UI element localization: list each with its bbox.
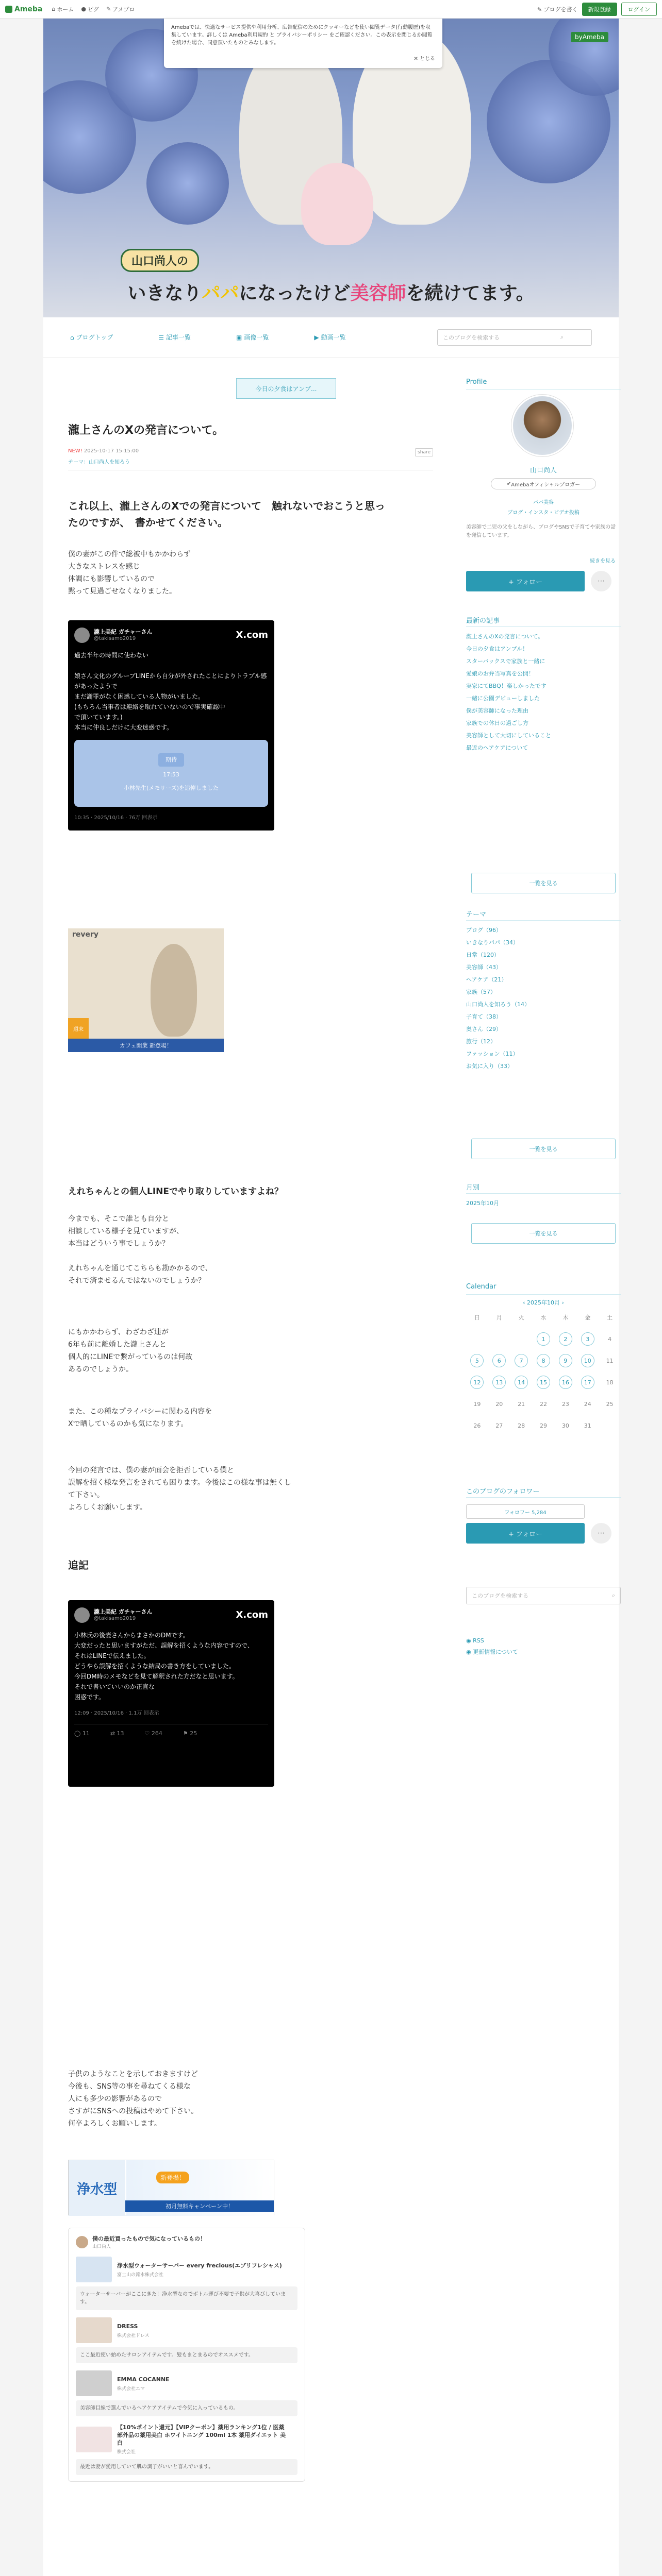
rss-link[interactable]: ◉ RSS [466, 1637, 484, 1644]
weekday-label: 日 [474, 1314, 480, 1321]
theme-item[interactable]: ヘアケア（21） [466, 976, 507, 983]
theme-list [466, 924, 621, 1073]
profile-name[interactable]: 山口尚人 [529, 467, 557, 474]
calendar-day[interactable]: 6 [488, 1354, 510, 1367]
item-seller: 富士山の銘水株式会社 [117, 2272, 164, 2278]
feed-header [76, 2234, 297, 2249]
divider [466, 1193, 621, 1194]
tweet-header [74, 1607, 268, 1623]
tweet-header [74, 628, 268, 643]
search-placeholder: このブログを検索する [443, 334, 500, 341]
profile-avatar[interactable] [511, 395, 573, 456]
calendar-day[interactable]: 12 [466, 1376, 488, 1389]
ad-new-badge: 新登場！ [156, 2172, 189, 2183]
recent-item[interactable]: 美容師として大切にしていること [466, 732, 551, 739]
search-placeholder: このブログを検索する [472, 1592, 528, 1599]
theme-item[interactable]: ファッション（11） [466, 1050, 519, 1057]
recent-item[interactable]: 今日の夕食はアンブル！ [466, 646, 528, 652]
theme-item[interactable]: 子育て（38） [466, 1013, 502, 1020]
follower-count[interactable]: フォロワー 5,284 [466, 1504, 585, 1519]
recent-item[interactable]: 実家にてBBQ！楽しかったです [466, 683, 547, 689]
tweet-card-time: 17:53 [163, 771, 179, 778]
follow-button[interactable]: + フォロー [466, 571, 585, 591]
water-server-ad[interactable] [68, 2160, 274, 2215]
nav-pigg-label: ピグ [87, 6, 99, 13]
weekday-label: 金 [585, 1314, 591, 1321]
theme-heading: テーマ [466, 911, 487, 919]
divider [466, 1294, 621, 1295]
calendar-day: 11 [606, 1357, 614, 1364]
tweet-avatar [74, 628, 90, 643]
bookmark-icon[interactable]: ⚑ 25 [183, 1730, 197, 1737]
write-blog-link[interactable]: ✎ ブログを書く [537, 6, 578, 13]
article-title: 瀧上さんのXの発言について。 [68, 424, 224, 437]
update-info-link[interactable]: ◉ 更新情報について [466, 1649, 518, 1655]
calendar-nav[interactable]: ‹ 2025年10月 › [523, 1299, 564, 1306]
theme-item[interactable]: いきなりパパ（34） [466, 939, 519, 946]
recent-item[interactable]: 僕が美容師になった理由 [466, 707, 528, 714]
tweet-handle: @takisamo2019 [94, 636, 136, 641]
login-button[interactable]: ログイン [621, 3, 657, 16]
tweet-actions [74, 1724, 268, 1739]
article-paragraph: 僕の妻がこの件で総被中もかかわらず 大きなストレスを感じ 体調にも影響しているので 黙って見過ごせなくなりました。 [68, 550, 191, 596]
banner-title [43, 279, 619, 305]
search-icon[interactable]: ⌕ [560, 333, 564, 341]
banner-title-biyo: 美容師 [350, 283, 406, 304]
item-thumbnail [76, 2317, 112, 2343]
tweet-avatar [74, 1607, 90, 1623]
item-thumbnail [76, 2257, 112, 2282]
recent-item[interactable]: 一緒に公園デビューしました [466, 695, 540, 702]
embedded-tweet[interactable] [68, 1600, 274, 1787]
rss-label: RSS [473, 1637, 484, 1644]
ameba-logo-icon [5, 6, 12, 13]
subnav-blog-top[interactable]: ⌂ ブログトップ [70, 333, 113, 341]
cookie-close-button[interactable]: ✕ とじる [413, 56, 435, 62]
bookmark-count: 25 [190, 1730, 197, 1737]
cookie-close-label: とじる [420, 56, 435, 62]
weekday-label: 火 [518, 1314, 524, 1321]
article-meta [68, 448, 139, 454]
calendar-empty [510, 1332, 533, 1346]
weekday-label: 水 [540, 1314, 547, 1321]
calendar-day[interactable]: 8 [533, 1354, 555, 1367]
rss-links [466, 1635, 518, 1658]
cookie-notice [164, 19, 442, 68]
main-area [43, 358, 619, 2576]
calendar-day: 22 [539, 1400, 547, 1408]
ad-water-label: 浄水型 [69, 2160, 125, 2216]
write-blog-label: ブログを書く [543, 6, 578, 13]
search-icon[interactable]: ⌕ [611, 1592, 615, 1599]
follower-heading: このブログのフォロワー [466, 1488, 540, 1496]
subnav-videos-label: 動画一覧 [321, 334, 346, 341]
item-thumbnail [76, 2370, 112, 2396]
theme-item[interactable]: 奥さん（29） [466, 1026, 502, 1032]
ad-photo-person [151, 944, 197, 1037]
article-paragraph: 今回の発言では、僕の妻が面会を拒否している僕と 誤解を招く様な発言をされても困ります。今後はこの様な事は無くし て下さい。 よろしくお願いします。 [68, 1466, 291, 1512]
calendar-day: 23 [561, 1400, 569, 1408]
retweet-icon[interactable]: ⇄ 13 [110, 1730, 124, 1737]
feed-item[interactable] [76, 2317, 297, 2363]
calendar-day: 21 [518, 1400, 525, 1408]
sidebar-search-input[interactable] [466, 1587, 621, 1604]
ameba-badge: byAmeba [571, 32, 608, 42]
item-comment: 最近は妻が愛用していて肌の調子がいいと喜んでいます。 [76, 2459, 297, 2475]
subnav-videos[interactable]: ▶ 動画一覧 [314, 333, 346, 341]
tweet-text: 過去半年の時間に使わない 娘さん文化のグループLINEから自分が外されたことによりトラブル感があったようで まだ謝罪がなく困惑している人物がいました。 (もちろん当事者は連絡を取れていないので事実確認中 で頂いています。) 本当に仲良しだけに大変迷惑です。 [74, 652, 267, 731]
recent-item[interactable]: 最近のヘアケアについて [466, 744, 528, 751]
recent-list [466, 631, 621, 754]
reply-icon[interactable]: ◯ 11 [74, 1730, 90, 1737]
ad-campaign-bar: 初月無料キャンペーン中！ [125, 2200, 274, 2212]
new-badge: NEW! [68, 448, 82, 454]
nav-home[interactable]: ⌂ ホーム [52, 6, 74, 13]
calendar-day[interactable]: 16 [554, 1376, 576, 1389]
calendar-grid [466, 1311, 621, 1432]
like-icon[interactable]: ♡ 264 [144, 1730, 162, 1737]
header-actions [537, 3, 657, 16]
follow-button[interactable]: + フォロー [466, 1523, 585, 1544]
article-paragraph: 子供のようなことを示しておきますけど 今後も、SNS等の事を尋ねてくる様な 人にも多少の影響があるので さすがにSNSへの投稿はやめて下さい。 何卒よろしくお願いします。 [68, 2070, 198, 2128]
theme-item[interactable]: 旅行（12） [466, 1038, 496, 1045]
subnav-articles[interactable]: ☰ 記事一覧 [158, 333, 191, 341]
blog-subnav [43, 317, 619, 358]
calendar-day[interactable]: 7 [510, 1354, 533, 1367]
hydrangea-decoration [146, 142, 229, 225]
global-nav [52, 5, 135, 13]
calendar-day: 29 [539, 1422, 547, 1429]
profile-link[interactable]: パパ美容 [533, 500, 554, 505]
item-title: DRESS [117, 2323, 138, 2330]
calendar-day: 4 [608, 1335, 612, 1343]
nav-ameblo-label: アメブロ [112, 6, 135, 13]
calendar-heading: Calendar [466, 1283, 496, 1291]
theme-item[interactable]: 家族（57） [466, 989, 496, 995]
calendar-day: 24 [584, 1400, 591, 1408]
divider [466, 626, 621, 627]
calendar-day[interactable]: 10 [576, 1354, 599, 1367]
official-label: Amebaオフィシャルブロガー [511, 482, 581, 488]
item-seller: 株式会社ドレス [117, 2333, 150, 2338]
blog-search-input[interactable] [437, 329, 592, 346]
item-title: 浄水型ウォーターサーバー every frecious(エブリフレシャス) [117, 2262, 282, 2269]
theme-item[interactable]: お気に入り（33） [466, 1063, 513, 1070]
divider [466, 920, 621, 921]
feed-item[interactable] [76, 2370, 297, 2416]
tweet-text: 小林氏の後妻さんからまさかのDMです。 大変だったと思いますがただ、誤解を招くような内容ですので、 それはLINEで伝えました。 どうやら誤解を招くような結局の書き方をしていました。 今回DM時のメモなどを見て解釈された方だなと思います。 それで書いていいのか正直な 困惑です。 [74, 1632, 254, 1701]
article-lead: これ以上、瀧上さんのXでの発言について 触れないでおこうと思ったのですが、 書かせてください。 [68, 500, 386, 529]
item-title: EMMA COCANNE [117, 2376, 170, 2383]
weekday-label: 土 [607, 1314, 613, 1321]
nav-ameblo[interactable]: ✎ アメブロ [106, 6, 135, 13]
month-heading: 月別 [466, 1184, 480, 1192]
nav-pigg[interactable]: ● ピグ [81, 6, 99, 13]
recent-heading: 最新の記事 [466, 617, 500, 625]
profile-heading: Profile [466, 378, 487, 386]
article-paragraph: また、この種なプライバシーに関わる内容を Xで晒しているのかも気になります。 [68, 1408, 212, 1428]
article-paragraph: にもかかわらず、わざわざ連が 6年も前に離婚した瀧上さんと 個人的にLINEで繋がっているのは何故 あるのでしょうか。 [68, 1328, 193, 1374]
calendar-day: 19 [473, 1400, 481, 1408]
calendar-empty [488, 1332, 510, 1346]
more-options-icon[interactable]: ⋯ [591, 571, 611, 591]
subnav-blog-top-label: ブログトップ [76, 334, 113, 341]
calendar-day: 27 [495, 1422, 503, 1429]
tweet-handle: @takisamo2019 [94, 1616, 136, 1621]
recent-item[interactable]: 家族での休日の過ごし方 [466, 720, 528, 726]
weekday-label: 月 [496, 1314, 502, 1321]
tweet-timestamp: 10:35 · 2025/10/16 · 76万 回表示 [74, 815, 158, 821]
feed-item[interactable] [76, 2257, 297, 2310]
item-comment: 美容師目線で選んでいるヘアケアアイテムで今気に入っているもの。 [76, 2400, 297, 2416]
banner-title-part: いきなり [127, 283, 202, 304]
item-comment: ウォーターサーバーがここにきた！浄水型なのでボトル運び不要で子供が大喜びしています。 [76, 2286, 297, 2310]
calendar-day[interactable]: 9 [554, 1354, 576, 1367]
subnav-articles-label: 記事一覧 [166, 334, 191, 341]
x-logo-icon: X.com [236, 630, 268, 640]
tweet-media-card [74, 740, 268, 807]
ad-band: カフェ開業 新登場！ [68, 1039, 224, 1052]
month-list [466, 1197, 621, 1210]
tweet-author: 瀧上美紀 ガチャーさん [94, 629, 153, 635]
theme-item[interactable]: 山口尚人を知ろう（14） [466, 1001, 530, 1008]
profile-link[interactable]: ブログ・インスタ・ビデオ投稿 [507, 510, 580, 516]
recent-more-button[interactable]: 一覧を見る [471, 873, 616, 893]
global-header [0, 0, 662, 19]
item-thumbnail [76, 2427, 112, 2452]
article-theme-link[interactable]: テーマ：山口尚人を知ろう [68, 460, 130, 465]
recent-item[interactable]: 愛娘のお弁当写真を公開！ [466, 670, 534, 677]
calendar-day[interactable]: 1 [533, 1332, 555, 1346]
signup-button[interactable]: 新規登録 [582, 3, 617, 16]
calendar-day: 25 [606, 1400, 614, 1408]
item-seller: 株式会社 [117, 2450, 136, 2455]
photo-person-child [301, 163, 373, 245]
calendar-day: 26 [473, 1422, 481, 1429]
x-logo-icon: X.com [236, 1609, 268, 1620]
calendar-day: 30 [561, 1422, 569, 1429]
calendar-day[interactable]: 17 [576, 1376, 599, 1389]
feed-author: 山口尚人 [92, 2244, 111, 2249]
official-blogger-badge: ✔ Amebaオフィシャルブロガー [491, 478, 596, 489]
reply-count: 11 [82, 1730, 90, 1737]
update-info-label: 更新情報について [473, 1649, 518, 1655]
divider [466, 1497, 621, 1498]
banner-title-part: になったけど [239, 283, 351, 304]
theme-item[interactable]: 美容師（43） [466, 964, 502, 971]
like-count: 264 [151, 1730, 162, 1737]
nav-home-label: ホーム [57, 6, 74, 13]
recent-item[interactable]: スターバックスで家族と一緒に [466, 658, 545, 665]
calendar-day: 20 [495, 1400, 503, 1408]
ameba-logo[interactable] [5, 5, 42, 13]
calendar-day[interactable]: 15 [533, 1376, 555, 1389]
item-title: 【10%ポイント還元】【VIPクーポン】薬用ランキング1位 / 医薬部外品の薬用美白 ホワイトニング 100ml 1本 薬用ダイエット 美白 [117, 2424, 286, 2446]
recent-item[interactable]: 瀧上さんのXの発言について。 [466, 633, 544, 640]
article-ad-image[interactable] [68, 928, 224, 1052]
logo-text: Ameba [14, 5, 43, 13]
addendum-heading: 追記 [68, 1559, 89, 1571]
ad-tag: 週末 [68, 1018, 89, 1039]
article-paragraph: 今までも、そこで誰とも自分と 相談している様子を見ていますが、 本当はどういう事でしょうか？ えれちゃんを通じてこちらも勘かかるので、 それで済ませるんではないのでしょうか？ [68, 1215, 212, 1285]
banner-subtitle: 山口尚人の [121, 249, 199, 272]
month-item[interactable]: 2025年10月 [466, 1200, 499, 1207]
more-options-icon[interactable]: ⋯ [591, 1523, 611, 1544]
cookie-text: Amebaでは、快適なサービス提供や利用分析、広告配信のためにクッキーなどを使い閲覧データ(行動履歴)を収集しています。詳しくは Ameba利用規約 と プライバシーポリシー をご確認ください。この表示を閉じるか閲覧を続けた場合、同意頂いたものとみなします。 [171, 25, 433, 46]
theme-more-button[interactable]: 一覧を見る [471, 1139, 616, 1159]
recommended-items-card [68, 2228, 305, 2482]
feed-title: 僕の最近買ったもので気になっているもの！ [92, 2235, 206, 2242]
section-heading: えれちゃんとの個人LINEでやり取りしていますよね？ [68, 1187, 283, 1197]
feed-avatar [76, 2236, 88, 2248]
item-comment: ここ最近使い始めたサロンアイテムです。髪もまとまるのでオススメです。 [76, 2347, 297, 2363]
calendar-day[interactable]: 14 [510, 1376, 533, 1389]
tweet-card-text: 小林先生(メモリーズ)を追悼しました [123, 785, 219, 791]
embedded-tweet[interactable] [68, 620, 274, 831]
ad-brand: revery [72, 930, 99, 939]
calendar-day: 28 [518, 1422, 525, 1429]
calendar-day: 31 [584, 1422, 591, 1429]
banner-title-papa: パパ [202, 283, 239, 304]
feed-item[interactable] [76, 2424, 297, 2475]
share-button[interactable]: share [415, 448, 433, 456]
theme-item[interactable]: ブログ（96） [466, 927, 502, 934]
article-date: 2025-10-17 15:15:00 [84, 448, 139, 454]
calendar-day[interactable]: 13 [488, 1376, 510, 1389]
subnav-images[interactable]: ▣ 画像一覧 [236, 333, 269, 341]
weekday-label: 木 [562, 1314, 569, 1321]
calendar-day[interactable]: 2 [554, 1332, 576, 1346]
calendar-month: 2025年10月 [527, 1299, 560, 1306]
calendar-day[interactable]: 3 [576, 1332, 599, 1346]
tweet-card-pill: 期待 [158, 753, 184, 767]
banner-title-part: を続けてます。 [406, 283, 535, 304]
profile-more-link[interactable]: 続きを見る [590, 558, 616, 564]
calendar-empty [466, 1332, 488, 1346]
profile-bio: 美容師で二児の父をしながら、ブログやSNSで子育てや家族の話を発信しています。 [466, 524, 616, 538]
tweet-author: 瀧上美紀 ガチャーさん [94, 1608, 153, 1615]
calendar-day: 18 [606, 1379, 614, 1386]
month-more-button[interactable]: 一覧を見る [471, 1223, 616, 1244]
theme-item[interactable]: 日常（120） [466, 952, 500, 958]
retweet-count: 13 [117, 1730, 124, 1737]
prev-article-button[interactable]: 今日の夕食はアンブ... [236, 378, 336, 399]
calendar-day[interactable]: 5 [466, 1354, 488, 1367]
divider [466, 389, 621, 390]
calendar [466, 1298, 621, 1432]
subnav-images-label: 画像一覧 [244, 334, 269, 341]
item-seller: 株式会社エマ [117, 2386, 145, 2392]
tweet-timestamp: 12:09 · 2025/10/16 · 1.1万 回表示 [74, 1710, 159, 1716]
